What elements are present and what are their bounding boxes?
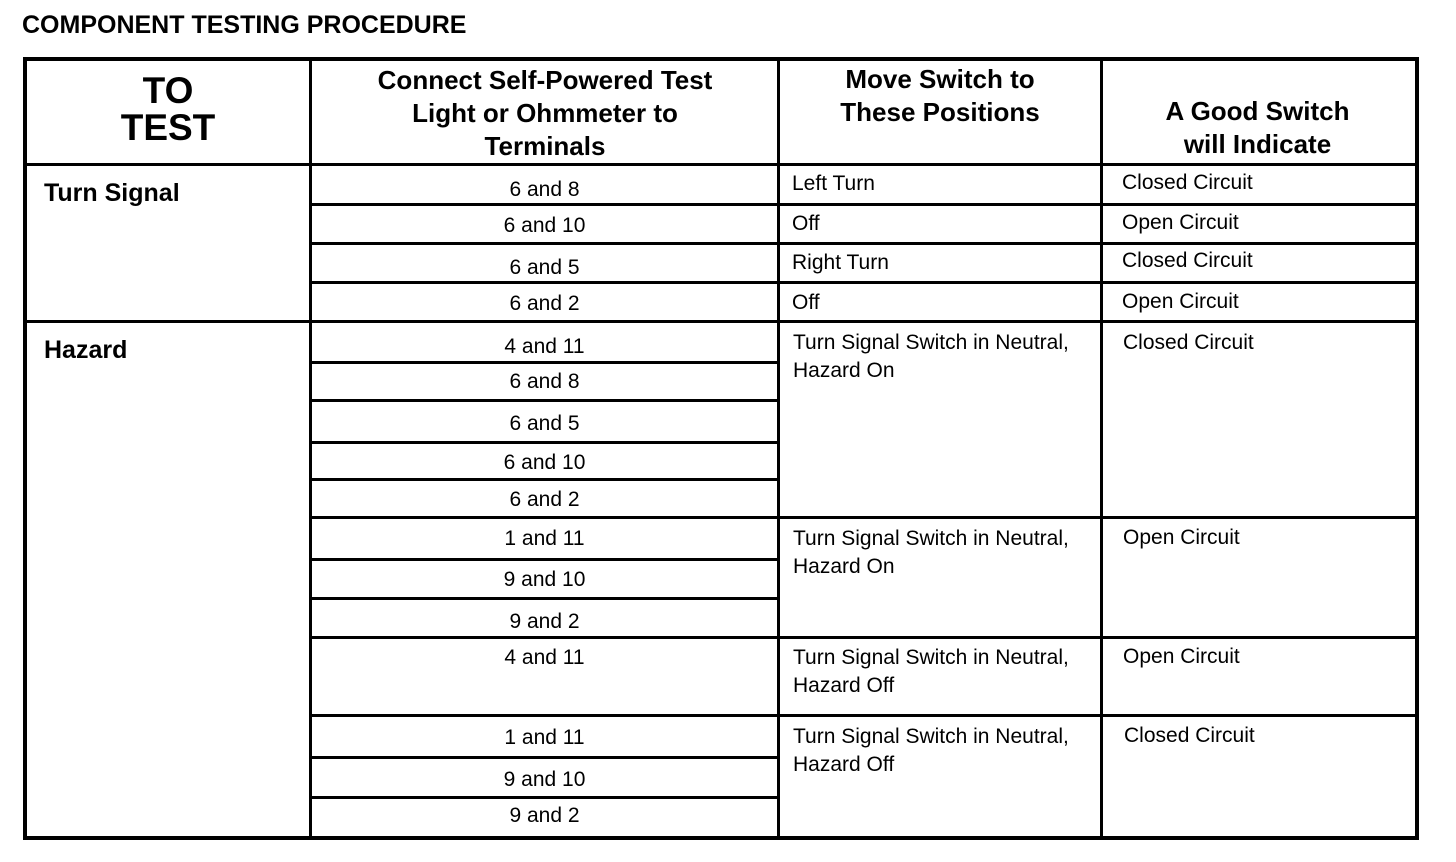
- section-divider: [27, 320, 1415, 323]
- row-label-hazard: Hazard: [44, 336, 128, 364]
- header-indicate: [1130, 95, 1385, 161]
- hz-term-line-6: [312, 597, 777, 600]
- hz-group-line-3: [312, 714, 1415, 717]
- ts-result-2: Open Circuit: [1122, 211, 1239, 234]
- hz-g2-terminals-1: 1 and 11: [504, 527, 585, 550]
- header-positions: [815, 63, 1065, 129]
- hz-g2-position-line1: Turn Signal Switch in Neutral,: [793, 527, 1069, 550]
- hz-g1-terminals-2: 6 and 8: [509, 370, 580, 393]
- header-to-test: [27, 72, 309, 146]
- hz-term-line-2: [312, 399, 777, 402]
- hz-g1-terminals-1: 4 and 11: [504, 335, 585, 358]
- hz-g4-position-line1: Turn Signal Switch in Neutral,: [793, 725, 1069, 748]
- ts-position-4: Off: [792, 291, 820, 314]
- hz-term-line-7: [312, 756, 777, 759]
- ts-terminals-3: 6 and 5: [509, 256, 580, 279]
- hz-term-line-5: [312, 558, 777, 561]
- hz-g3-position-line1: Turn Signal Switch in Neutral,: [793, 646, 1069, 669]
- hz-g3-result: Open Circuit: [1123, 645, 1240, 668]
- ts-result-1: Closed Circuit: [1122, 171, 1253, 194]
- hz-g4-terminals-1: 1 and 11: [504, 726, 585, 749]
- ts-position-2: Off: [792, 212, 820, 235]
- page-title: COMPONENT TESTING PROCEDURE: [22, 11, 467, 39]
- hz-g1-position-line1: Turn Signal Switch in Neutral,: [793, 331, 1069, 354]
- col-divider-3: [1100, 59, 1103, 838]
- hz-g1-terminals-5: 6 and 2: [509, 488, 580, 511]
- hz-group-line-2: [312, 636, 1415, 639]
- hz-g1-position: [793, 329, 1069, 385]
- hz-g4-terminals-3: 9 and 2: [509, 804, 580, 827]
- hz-g1-terminals-4: 6 and 10: [503, 451, 586, 474]
- hz-g2-terminals-3: 9 and 2: [509, 610, 580, 633]
- ts-result-3: Closed Circuit: [1122, 249, 1253, 272]
- ts-terminals-2: 6 and 10: [503, 214, 586, 237]
- hz-g3-position: [793, 644, 1069, 700]
- hz-g4-position: [793, 723, 1069, 779]
- hz-g2-result: Open Circuit: [1123, 526, 1240, 549]
- ts-result-4: Open Circuit: [1122, 290, 1239, 313]
- ts-position-1: Left Turn: [792, 172, 875, 195]
- hz-g4-position-line2: Hazard Off: [793, 753, 895, 776]
- header-divider: [27, 163, 1415, 166]
- hz-term-line-8: [312, 796, 777, 799]
- row-label-turn-signal: Turn Signal: [44, 179, 180, 207]
- hz-g2-position-line2: Hazard On: [793, 555, 895, 578]
- hz-g4-terminals-2: 9 and 10: [503, 768, 586, 791]
- hz-g3-position-line2: Hazard Off: [793, 674, 895, 697]
- hz-g1-position-line2: Hazard On: [793, 359, 895, 382]
- ts-terminals-1: 6 and 8: [509, 178, 580, 201]
- header-positions-text: Move Switch to These Positions: [840, 64, 1040, 127]
- header-to-test-text: TO TEST: [120, 70, 216, 148]
- hz-g1-terminals-3: 6 and 5: [509, 412, 580, 435]
- col-divider-2: [777, 59, 780, 838]
- header-terminals: [370, 64, 720, 163]
- header-terminals-text: Connect Self-Powered Test Light or Ohmmeter to Terminals: [377, 65, 713, 161]
- hz-g4-result: Closed Circuit: [1124, 724, 1255, 747]
- hz-g2-position: [793, 525, 1069, 581]
- hz-g3-terminals-1: 4 and 11: [504, 646, 585, 669]
- ts-row-line-2: [312, 242, 1415, 245]
- hz-group-line-1: [312, 516, 1415, 519]
- hz-g1-result: Closed Circuit: [1123, 331, 1254, 354]
- header-indicate-text: A Good Switch will Indicate: [1165, 96, 1350, 159]
- hz-term-line-1: [312, 361, 777, 364]
- hz-term-line-4: [312, 478, 777, 481]
- ts-position-3: Right Turn: [792, 251, 889, 274]
- ts-terminals-4: 6 and 2: [509, 292, 580, 315]
- hz-term-line-3: [312, 441, 777, 444]
- hz-g2-terminals-2: 9 and 10: [503, 568, 586, 591]
